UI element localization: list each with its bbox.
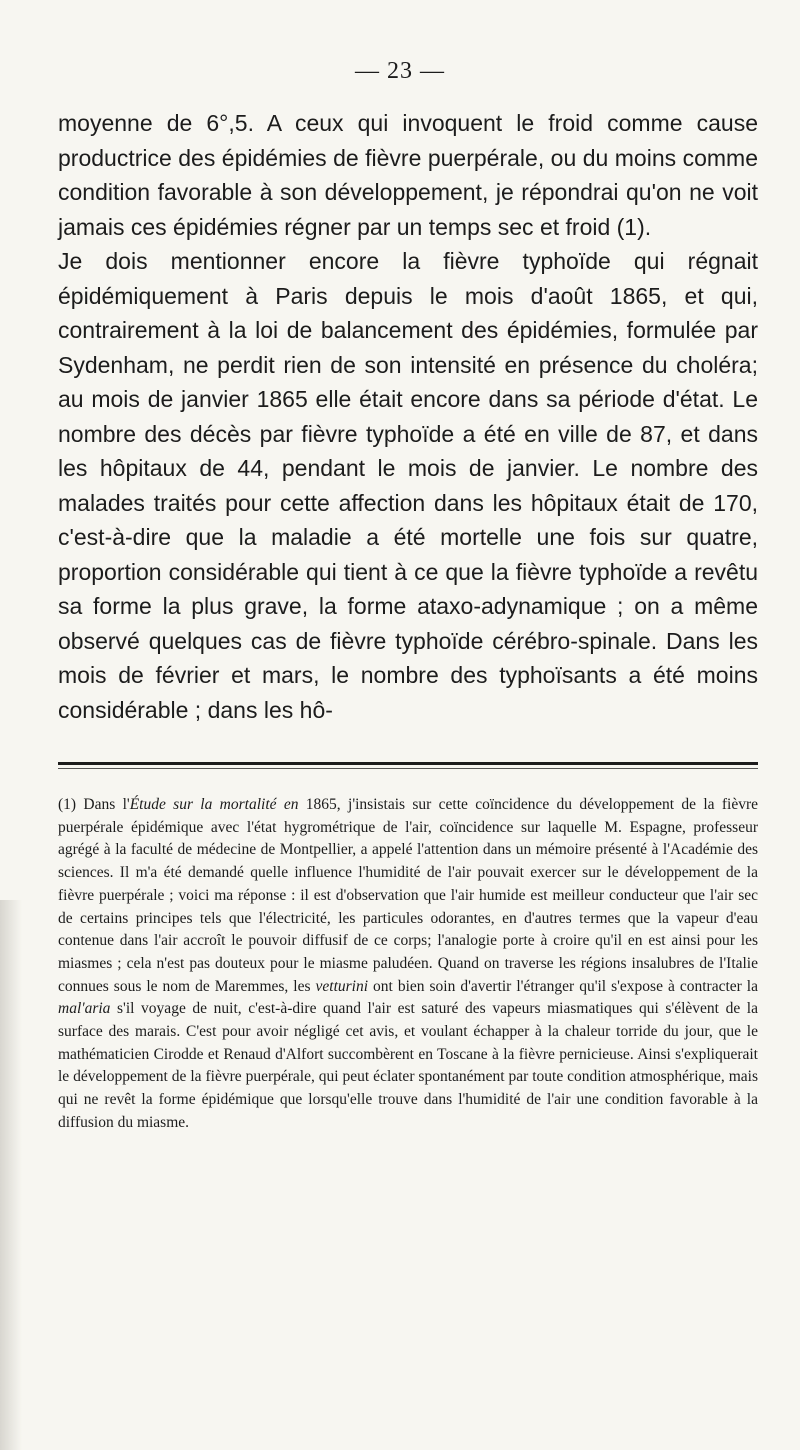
footnote-text-part-2: ont bien soin d'avertir l'étranger qu'il s'expose à contracter la (368, 977, 758, 995)
footnote-paragraph (58, 794, 758, 1135)
footnote-term-malaria: mal'aria (58, 1000, 111, 1018)
paragraph-1: moyenne de 6°,5. A ceux qui invoquent le froid comme cause productrice des épidémies de fièvre puerpérale, ou du moins comme condition favorable à son développement, je répondrai qu'on ne voit jamais ces épidémies régner par un temps sec et froid (1). (58, 110, 758, 240)
page-number: — 23 — (355, 58, 445, 84)
page-edge-shadow (0, 900, 22, 1450)
footnote-marker: (1) Dans l' (58, 796, 130, 813)
footnote-text-part-1: 1865, j'insistais sur cette coïncidence du développement de la fièvre puerpérale épidémique avec l'état hygrométrique de l'air, coïncidence sur laquelle M. Espagne, professeur agrégé à la faculté de médecine de Montpellier, a appelé l'attention dans un mémoire présenté à l'Académie des sciences. Il m'a été demandé quelle influence l'humidité de l'air pouvait exercer sur le développement de la fièvre puerpérale ; voici ma réponse : il est d'observation que l'air humide est meilleur conducteur que l'air sec de certains principes tels que l'électricité, les particules odorantes, en d'autres termes que la vapeur d'eau contenue dans l'air accroît le pouvoir diffusif de ce corps; l'analogie porte à croire qu'il en est ainsi pour les miasmes ; cela n'est pas douteux pour le miasme paludéen. Quand on traverse les régions insalubres de l'Italie connues sous le nom de Maremmes, les (58, 796, 759, 995)
footnote-separator (58, 762, 758, 765)
footnote-separator-thin (58, 768, 758, 769)
paragraph-2: Je dois mentionner encore la fièvre typhoïde qui régnait épidémiquement à Paris depuis le mois d'août 1865, et qui, contrairement à la loi de balancement des épidémies, formulée par Sydenham, ne perdit rien de son intensité en présence du choléra; au mois de janvier 1865 elle était encore dans sa période d'état. Le nombre des décès par fièvre typhoïde a été en ville de 87, et dans les hôpitaux de 44, pendant le mois de janvier. Le nombre des malades traités pour cette affection dans les hôpitaux était de 170, c'est-à-dire que la maladie a été mortelle une fois sur quatre, proportion considérable qui tient à ce que la fièvre typhoïde a revêtu sa forme la plus grave, la forme ataxo-adynamique ; on a même observé quelques cas de fièvre typhoïde cérébro-spinale. Dans les mois de février et mars, le nombre des typhoïsants a été moins considérable ; dans les hô- (58, 248, 758, 723)
footnote-cited-title: Étude sur la mortalité en (129, 796, 299, 813)
footnote-text-part-3: s'il voyage de nuit, c'est-à-dire quand l'air est saturé des vapeurs miasmatiques qui s'élèvent de la surface des marais. C'est pour avoir négligé cet avis, et voulant échapper à la chaleur torride du jour, que le mathématicien Cirodde et Renaud d'Alfort succombèrent en Toscane à la fièvre pernicieuse. Ainsi s'expliquerait le développement de la fièvre puerpérale, qui peut éclater spontanément par toute condition atmosphérique, mais qui ne revêt la forme épidémique que lorsqu'elle trouve dans l'humidité de l'air une condition favorable à la diffusion du miasme. (58, 1000, 758, 1131)
footnote (58, 794, 758, 1135)
main-text (58, 106, 758, 727)
footnote-term-vetturini: vetturini (315, 977, 369, 995)
